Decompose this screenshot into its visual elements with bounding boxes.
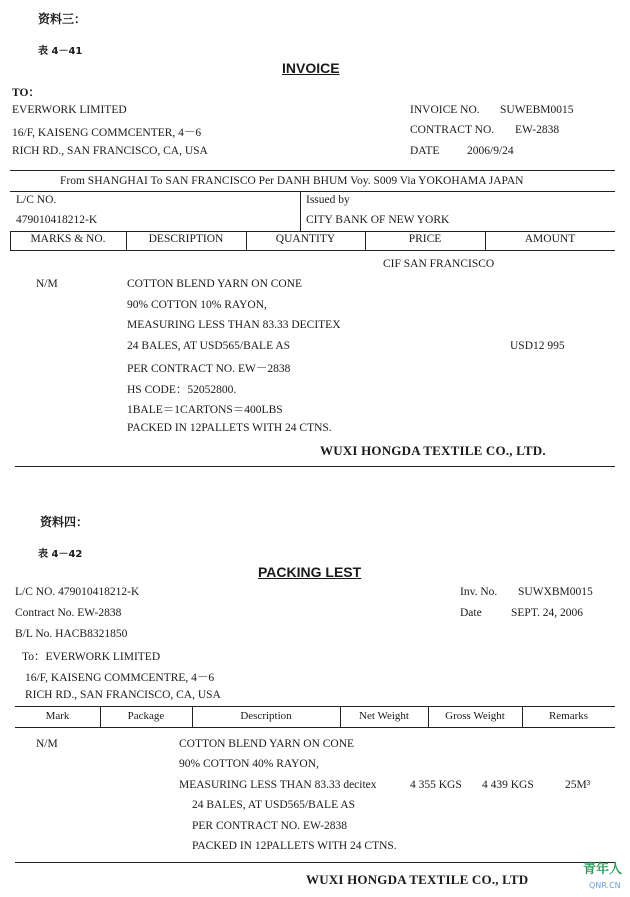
pl-date-label: Date: [460, 607, 482, 619]
column-header-amount: AMOUNT: [524, 233, 576, 245]
section4-table-id: 表 4－42: [38, 549, 83, 560]
pl-column-header-gross-weight: Gross Weight: [445, 710, 505, 722]
lc-no-label: L/C NO.: [16, 194, 57, 206]
pl-lc-no-value: 479010418212-K: [58, 586, 140, 598]
watermark-logo: 青年人: [582, 862, 622, 877]
pl-lc-no-label: L/C NO.: [15, 586, 56, 598]
invoice-amount: USD12 995: [510, 340, 565, 352]
section3-heading: 资料三：: [38, 12, 87, 26]
description-line: HS CODE：52052800.: [127, 384, 237, 396]
divider-line: [15, 466, 615, 467]
price-term: CIF SAN FRANCISCO: [383, 258, 495, 270]
pl-consignee: To：EVERWORK LIMITED: [22, 651, 161, 663]
divider-line: [15, 862, 615, 863]
pl-bl-no-label: B/L No.: [15, 628, 53, 640]
watermark-url: QNR.CN: [588, 881, 621, 890]
shipping-mark: N/M: [36, 278, 58, 290]
table-header-bottom-border: [15, 727, 615, 728]
lc-no-value: 479010418212-K: [16, 214, 98, 226]
description-line: PER CONTRACT NO. EW－2838: [127, 363, 291, 375]
pl-shipping-mark: N/M: [36, 738, 58, 750]
seller-signature: WUXI HONGDA TEXTILE CO., LTD.: [320, 443, 546, 458]
pl-description-line: 90% COTTON 40% RAYON,: [179, 758, 319, 770]
invoice-no-label: INVOICE NO.: [410, 104, 480, 116]
column-header-price: PRICE: [408, 233, 442, 245]
site-watermark: [583, 858, 622, 891]
buyer-address-line1: 16/F, KAISENG COMMCENTER, 4－6: [12, 127, 202, 139]
pl-description-line: COTTON BLEND YARN ON CONE: [179, 738, 355, 750]
pl-column-header-description: Description: [240, 710, 292, 722]
pl-contract-no-label: Contract No.: [15, 607, 75, 619]
pl-bl-no-value: HACB8321850: [55, 628, 128, 640]
section4-heading: 资料四：: [40, 515, 89, 529]
pl-inv-no-label: Inv. No.: [460, 586, 498, 598]
pl-address-line1: 16/F, KAISENG COMMCENTRE, 4－6: [25, 672, 215, 684]
column-header-quantity: QUANTITY: [275, 233, 336, 245]
column-header-marks: MARKS & NO.: [30, 233, 106, 245]
column-divider: [300, 191, 301, 231]
shipping-route: From SHANGHAI To SAN FRANCISCO Per DANH BHUM Voy. S009 Via YOKOHAMA JAPAN: [60, 175, 524, 187]
table-header-top-border: [15, 706, 615, 707]
date-label: DATE: [410, 145, 440, 157]
divider-line: [10, 170, 615, 171]
description-line: 1BALE＝1CARTONS＝400LBS: [127, 404, 283, 416]
buyer-address-line2: RICH RD., SAN FRANCISCO, CA, USA: [12, 145, 208, 157]
table-header-bottom-border: [10, 250, 615, 251]
section3-table-id: 表 4－41: [38, 46, 83, 57]
pl-inv-no-value: SUWXBM0015: [518, 586, 593, 598]
pl-column-header-remarks: Remarks: [548, 710, 589, 722]
buyer-name: EVERWORK LIMITED: [12, 104, 127, 116]
pl-volume: 25M³: [565, 779, 591, 791]
description-line: COTTON BLEND YARN ON CONE: [127, 278, 303, 290]
description-line: 90% COTTON 10% RAYON,: [127, 299, 267, 311]
to-label: TO：: [12, 87, 40, 99]
pl-description-line: MEASURING LESS THAN 83.33 decitex: [179, 779, 377, 791]
pl-contract-no-value: EW-2838: [77, 607, 122, 619]
description-line: 24 BALES, AT USD565/BALE AS: [127, 340, 291, 352]
pl-net-weight: 4 355 KGS: [410, 779, 462, 791]
pl-column-header-package: Package: [127, 710, 165, 722]
invoice-title: INVOICE: [282, 60, 340, 76]
table-header-top-border: [10, 231, 615, 232]
contract-no-value: EW-2838: [515, 124, 560, 136]
pl-column-header-net-weight: Net Weight: [359, 710, 409, 722]
divider-line: [10, 191, 615, 192]
contract-no-label: CONTRACT NO.: [410, 124, 495, 136]
pl-address-line2: RICH RD., SAN FRANCISCO, CA, USA: [25, 689, 221, 701]
pl-description-line: PACKED IN 12PALLETS WITH 24 CTNS.: [192, 840, 397, 852]
column-header-description: DESCRIPTION: [148, 233, 224, 245]
packing-list-title: PACKING LEST: [258, 564, 362, 580]
description-line: PACKED IN 12PALLETS WITH 24 CTNS.: [127, 422, 332, 434]
pl-date-value: SEPT. 24, 2006: [511, 607, 583, 619]
pl-description-line: 24 BALES, AT USD565/BALE AS: [192, 799, 356, 811]
issued-by-label: Issued by: [306, 194, 350, 206]
pl-description-line: PER CONTRACT NO. EW-2838: [192, 820, 348, 832]
pl-seller-signature: WUXI HONGDA TEXTILE CO., LTD: [306, 872, 529, 887]
invoice-no-value: SUWEBM0015: [500, 104, 574, 116]
pl-gross-weight: 4 439 KGS: [482, 779, 534, 791]
date-value: 2006/9/24: [467, 145, 514, 157]
description-line: MEASURING LESS THAN 83.33 DECITEX: [127, 319, 341, 331]
issued-by-value: CITY BANK OF NEW YORK: [306, 214, 450, 226]
pl-column-header-mark: Mark: [45, 710, 70, 722]
